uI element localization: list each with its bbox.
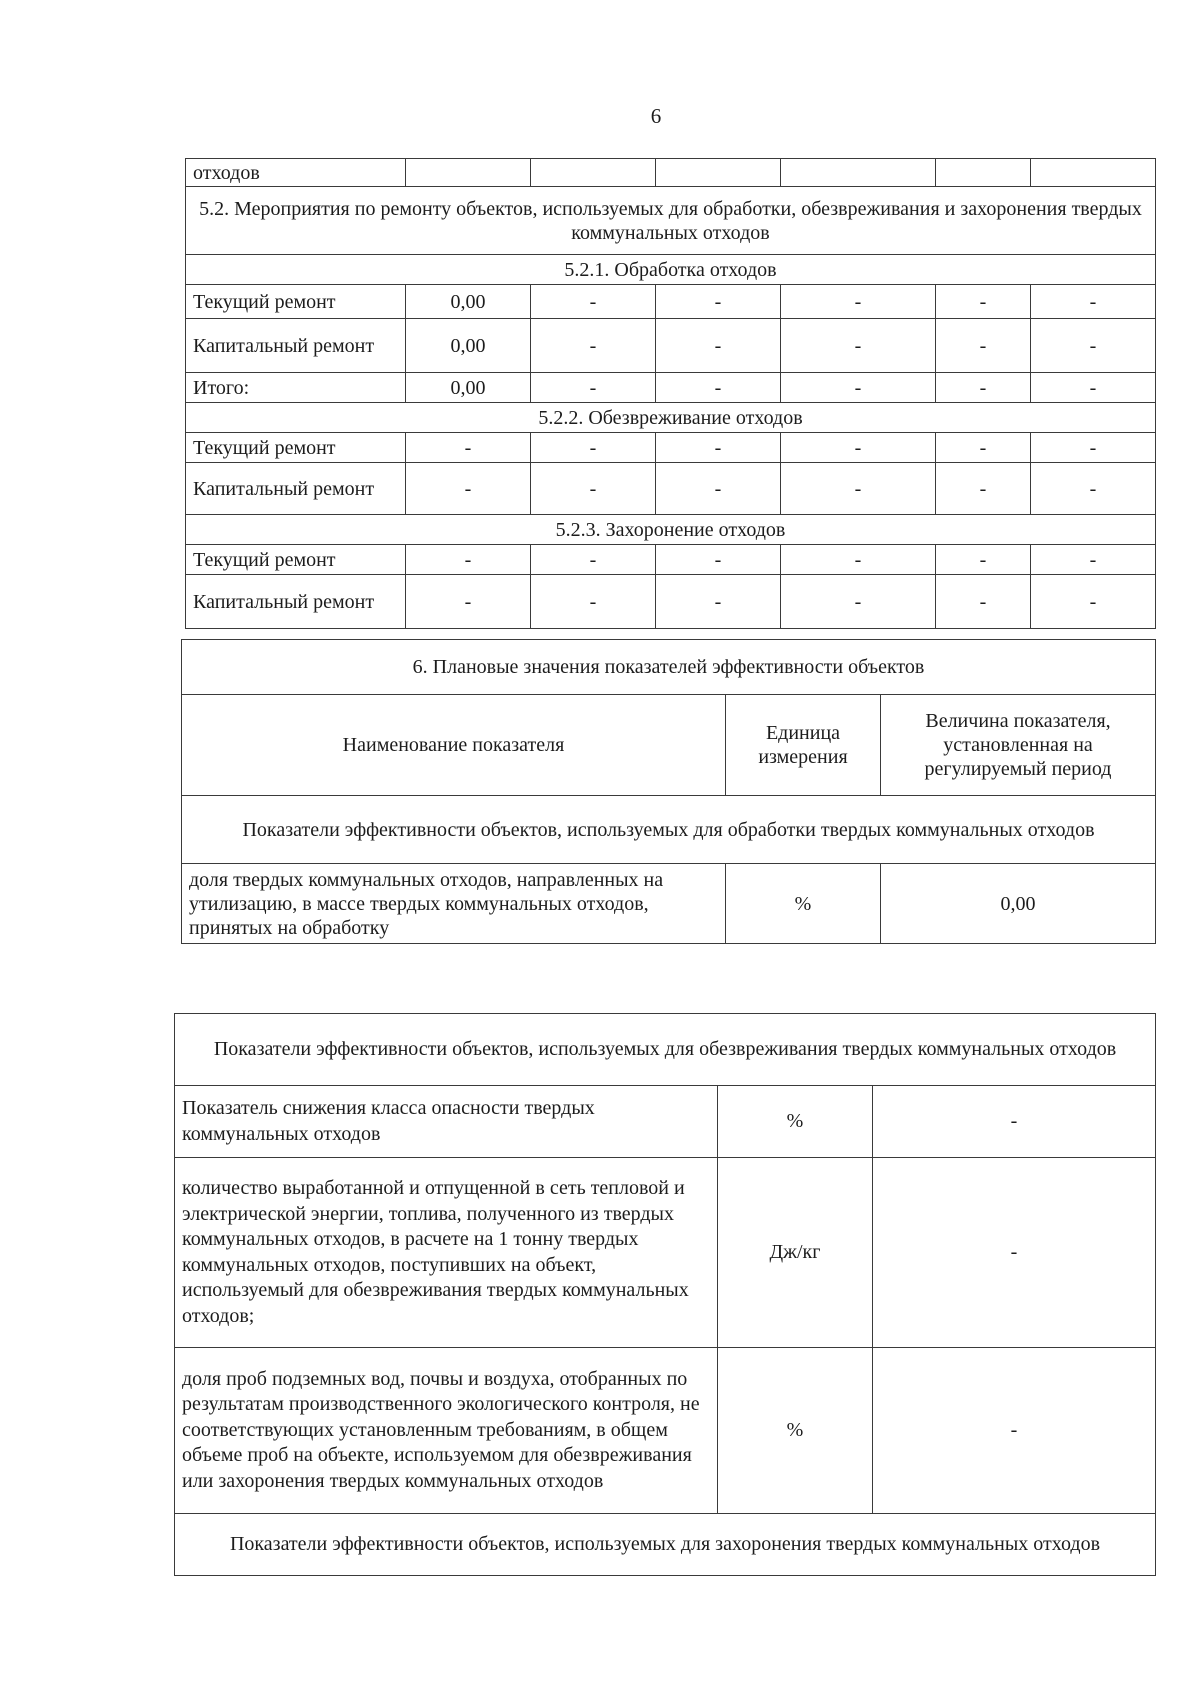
value-cell: -: [406, 575, 531, 629]
value-cell: -: [656, 319, 781, 373]
indicator-name: Показатель снижения класса опасности твердых коммунальных отходов: [175, 1086, 718, 1158]
value-cell: -: [781, 545, 936, 575]
value-cell: -: [656, 285, 781, 319]
value-cell: -: [531, 319, 656, 373]
value-cell: -: [531, 285, 656, 319]
row-label: Итого:: [186, 373, 406, 403]
value-cell: -: [781, 463, 936, 515]
value-cell: -: [936, 463, 1031, 515]
value-cell: -: [781, 575, 936, 629]
table-row: [186, 575, 1156, 629]
row-label: Капитальный ремонт: [186, 575, 406, 629]
subsection-title-5-2-1: 5.2.1. Обработка отходов: [186, 255, 1156, 285]
value-cell: -: [1031, 575, 1156, 629]
value-cell: -: [1031, 545, 1156, 575]
column-header-name: Наименование показателя: [182, 695, 726, 796]
value-cell: -: [531, 545, 656, 575]
page-number: 6: [650, 104, 662, 128]
table-row: [186, 545, 1156, 575]
value-cell: 0,00: [406, 285, 531, 319]
row-label: Текущий ремонт: [186, 285, 406, 319]
value-cell: -: [406, 463, 531, 515]
repair-measures-table: [185, 158, 1156, 629]
subsection-title-5-2-3: 5.2.3. Захоронение отходов: [186, 515, 1156, 545]
row-label: Текущий ремонт: [186, 433, 406, 463]
indicator-name: доля твердых коммунальных отходов, направленных на утилизацию, в массе твердых коммунальных отходов, принятых на обработку: [182, 864, 726, 944]
value-cell: -: [656, 463, 781, 515]
value-cell: -: [531, 373, 656, 403]
row-label: Текущий ремонт: [186, 545, 406, 575]
value-cell: 0,00: [406, 319, 531, 373]
value-cell: -: [531, 575, 656, 629]
group-title-neutralization: Показатели эффективности объектов, используемых для обезвреживания твердых коммунальных отходов: [175, 1014, 1156, 1086]
value-cell: -: [936, 575, 1031, 629]
column-header-unit: Единица измерения: [726, 695, 881, 796]
table-row: [182, 864, 1156, 944]
subsection-title-5-2-2: 5.2.2. Обезвреживание отходов: [186, 403, 1156, 433]
section-heading-5-2: 5.2. Мероприятия по ремонту объектов, используемых для обработки, обезвреживания и захоронения твердых коммунальных отходов: [186, 187, 1156, 255]
value-cell: -: [936, 285, 1031, 319]
indicator-unit: %: [718, 1348, 873, 1514]
table-row: [175, 1086, 1156, 1158]
value-cell: -: [1031, 319, 1156, 373]
indicator-name: доля проб подземных вод, почвы и воздуха, отобранных по результатам производственного экологического контроля, не соответствующих установленным требованиям, в общем объеме проб на объекте, используемом для обезвреживания или захоронения твердых коммунальных отходов: [175, 1348, 718, 1514]
value-cell: -: [781, 319, 936, 373]
group-title-disposal: Показатели эффективности объектов, используемых для захоронения твердых коммунальных отходов: [175, 1514, 1156, 1576]
value-cell: -: [936, 433, 1031, 463]
value-cell: -: [936, 319, 1031, 373]
table-row: [186, 285, 1156, 319]
value-cell: -: [406, 433, 531, 463]
value-cell: -: [781, 433, 936, 463]
performance-header-table: [181, 639, 1156, 944]
value-cell: 0,00: [406, 373, 531, 403]
table-row: [186, 433, 1156, 463]
indicator-unit: %: [718, 1086, 873, 1158]
table-row: [186, 373, 1156, 403]
group-title-processing: Показатели эффективности объектов, используемых для обработки твердых коммунальных отходов: [182, 796, 1156, 864]
row-label: Капитальный ремонт: [186, 463, 406, 515]
indicator-name: количество выработанной и отпущенной в сеть тепловой и электрической энергии, топлива, полученного из твердых коммунальных отходов, в расчете на 1 тонну твердых коммунальных отходов, поступивших на объект, используемый для обезвреживания твердых коммунальных отходов;: [175, 1158, 718, 1348]
value-cell: -: [936, 545, 1031, 575]
section-heading-6: 6. Плановые значения показателей эффективности объектов: [182, 640, 1156, 695]
table-row: [186, 463, 1156, 515]
value-cell: -: [1031, 373, 1156, 403]
value-cell: -: [1031, 285, 1156, 319]
indicator-value: -: [873, 1348, 1156, 1514]
indicator-unit: %: [726, 864, 881, 944]
value-cell: -: [656, 433, 781, 463]
table-row: [186, 159, 1156, 187]
row-label: Капитальный ремонт: [186, 319, 406, 373]
performance-indicators-table: [174, 1013, 1156, 1576]
table-row: [186, 319, 1156, 373]
value-cell: -: [936, 373, 1031, 403]
value-cell: -: [1031, 433, 1156, 463]
table-row: [175, 1348, 1156, 1514]
value-cell: -: [531, 433, 656, 463]
indicator-value: -: [873, 1086, 1156, 1158]
value-cell: -: [656, 575, 781, 629]
value-cell: -: [1031, 463, 1156, 515]
value-cell: -: [781, 373, 936, 403]
indicator-value: -: [873, 1158, 1156, 1348]
value-cell: -: [656, 545, 781, 575]
table-row: [175, 1158, 1156, 1348]
value-cell: -: [406, 545, 531, 575]
column-header-value: Величина показателя, установленная на регулируемый период: [881, 695, 1156, 796]
row-label: отходов: [186, 159, 406, 187]
value-cell: -: [781, 285, 936, 319]
value-cell: -: [656, 373, 781, 403]
indicator-value: 0,00: [881, 864, 1156, 944]
value-cell: -: [531, 463, 656, 515]
indicator-unit: Дж/кг: [718, 1158, 873, 1348]
